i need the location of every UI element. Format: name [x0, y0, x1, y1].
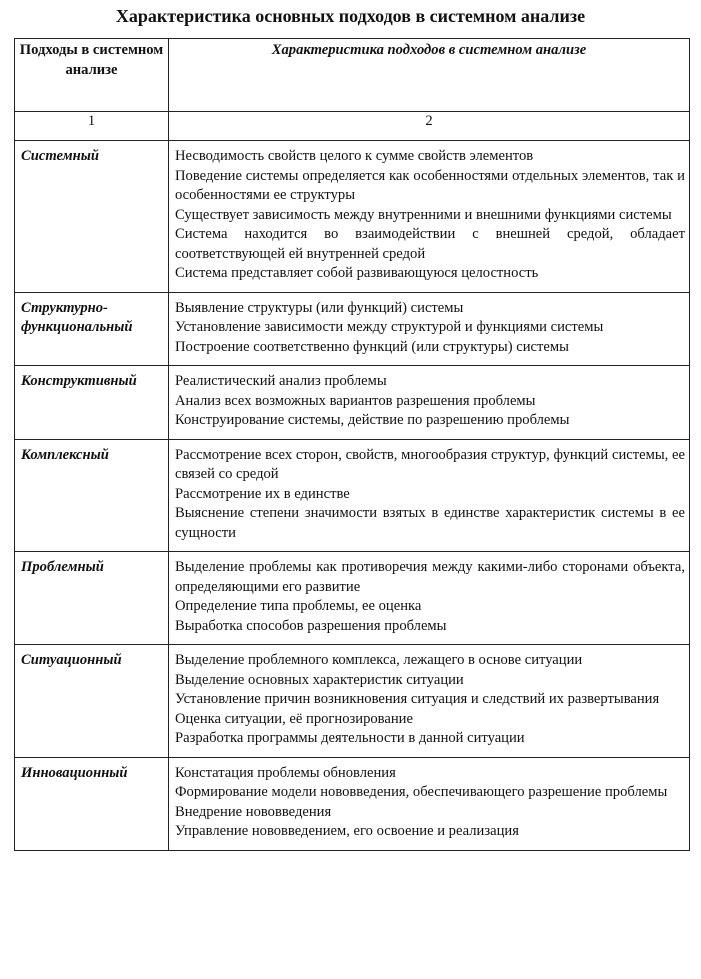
list-item: Констатация проблемы обновления: [175, 764, 396, 781]
list-item: Система представляет собой развивающуюся целостность: [175, 265, 539, 281]
approach-description: [169, 645, 690, 758]
header-approaches: Подходы в системном анализе: [15, 39, 169, 112]
list-item: Выделение проблемного комплекса, лежащего в основе ситуации: [175, 652, 583, 668]
column-number-1: 1: [15, 112, 169, 141]
list-item: Выделение проблемы как противоречия между какими-либо сторонами объекта, определяющими его развитие: [175, 559, 685, 595]
list-item: Формирование модели нововведения, обеспечивающего разрешение проблемы: [175, 784, 668, 800]
table-row: [15, 366, 690, 440]
table-number-row: [15, 112, 690, 141]
list-item: Установление зависимости между структурой и функциями системы: [175, 319, 604, 335]
list-item: Реалистический анализ проблемы: [175, 373, 387, 389]
list-item: Система находится во взаимодействии с внешней средой, обладает соответствующей ей внутренней средой: [175, 226, 685, 262]
list-item: Разработка программы деятельности в данной ситуации: [175, 730, 525, 746]
column-number-2: 2: [169, 112, 690, 141]
table-row: [15, 439, 690, 552]
list-item: Рассмотрение их в единстве: [175, 485, 350, 502]
approaches-table: [14, 38, 690, 851]
table-row: [15, 141, 690, 293]
approach-description: [169, 292, 690, 366]
list-item: Внедрение нововведения: [175, 803, 332, 820]
list-item: Управление нововведением, его освоение и реализация: [175, 823, 519, 839]
list-item: Определение типа проблемы, ее оценка: [175, 598, 422, 614]
list-item: Несводимость свойств целого к сумме свойств элементов: [175, 148, 534, 164]
table-row: [15, 645, 690, 758]
approach-description: [169, 141, 690, 293]
list-item: Выработка способов разрешения проблемы: [175, 617, 447, 634]
approach-name: Структурно-функциональный: [15, 292, 169, 366]
list-item: Оценка ситуации, её прогнозирование: [175, 710, 413, 727]
list-item: Существует зависимость между внутренними и внешними функциями системы: [175, 206, 672, 223]
list-item: Поведение системы определяется как особенностями отдельных элементов, так и особенностями ее структуры: [175, 167, 685, 203]
header-characteristics: Характеристика подходов в системном анализе: [169, 39, 690, 112]
approach-description: [169, 366, 690, 440]
approach-name: Проблемный: [15, 552, 169, 645]
approach-description: [169, 552, 690, 645]
approach-name: Комплексный: [15, 439, 169, 552]
list-item: Выяснение степени значимости взятых в единстве характеристик системы в ее сущности: [175, 505, 685, 541]
table-row: [15, 552, 690, 645]
table-row: [15, 757, 690, 850]
approach-name: Ситуационный: [15, 645, 169, 758]
approach-name: Системный: [15, 141, 169, 293]
list-item: Выявление структуры (или функций) системы: [175, 299, 464, 316]
list-item: Конструирование системы, действие по разрешению проблемы: [175, 412, 570, 428]
list-item: Установление причин возникновения ситуация и следствий их развертывания: [175, 691, 660, 707]
document-title: Характеристика основных подходов в системном анализе: [115, 6, 586, 26]
table-header-row: [15, 39, 690, 112]
approach-name: Конструктивный: [15, 366, 169, 440]
list-item: Выделение основных характеристик ситуации: [175, 671, 464, 688]
approach-description: [169, 757, 690, 850]
list-item: Построение соответственно функций (или структуры) системы: [175, 338, 569, 355]
list-item: Рассмотрение всех сторон, свойств, многообразия структур, функций системы, ее связей со средой: [175, 446, 685, 482]
approach-name: Инновационный: [15, 757, 169, 850]
list-item: Анализ всех возможных вариантов разрешения проблемы: [175, 392, 536, 409]
table-row: [15, 292, 690, 366]
approach-description: [169, 439, 690, 552]
